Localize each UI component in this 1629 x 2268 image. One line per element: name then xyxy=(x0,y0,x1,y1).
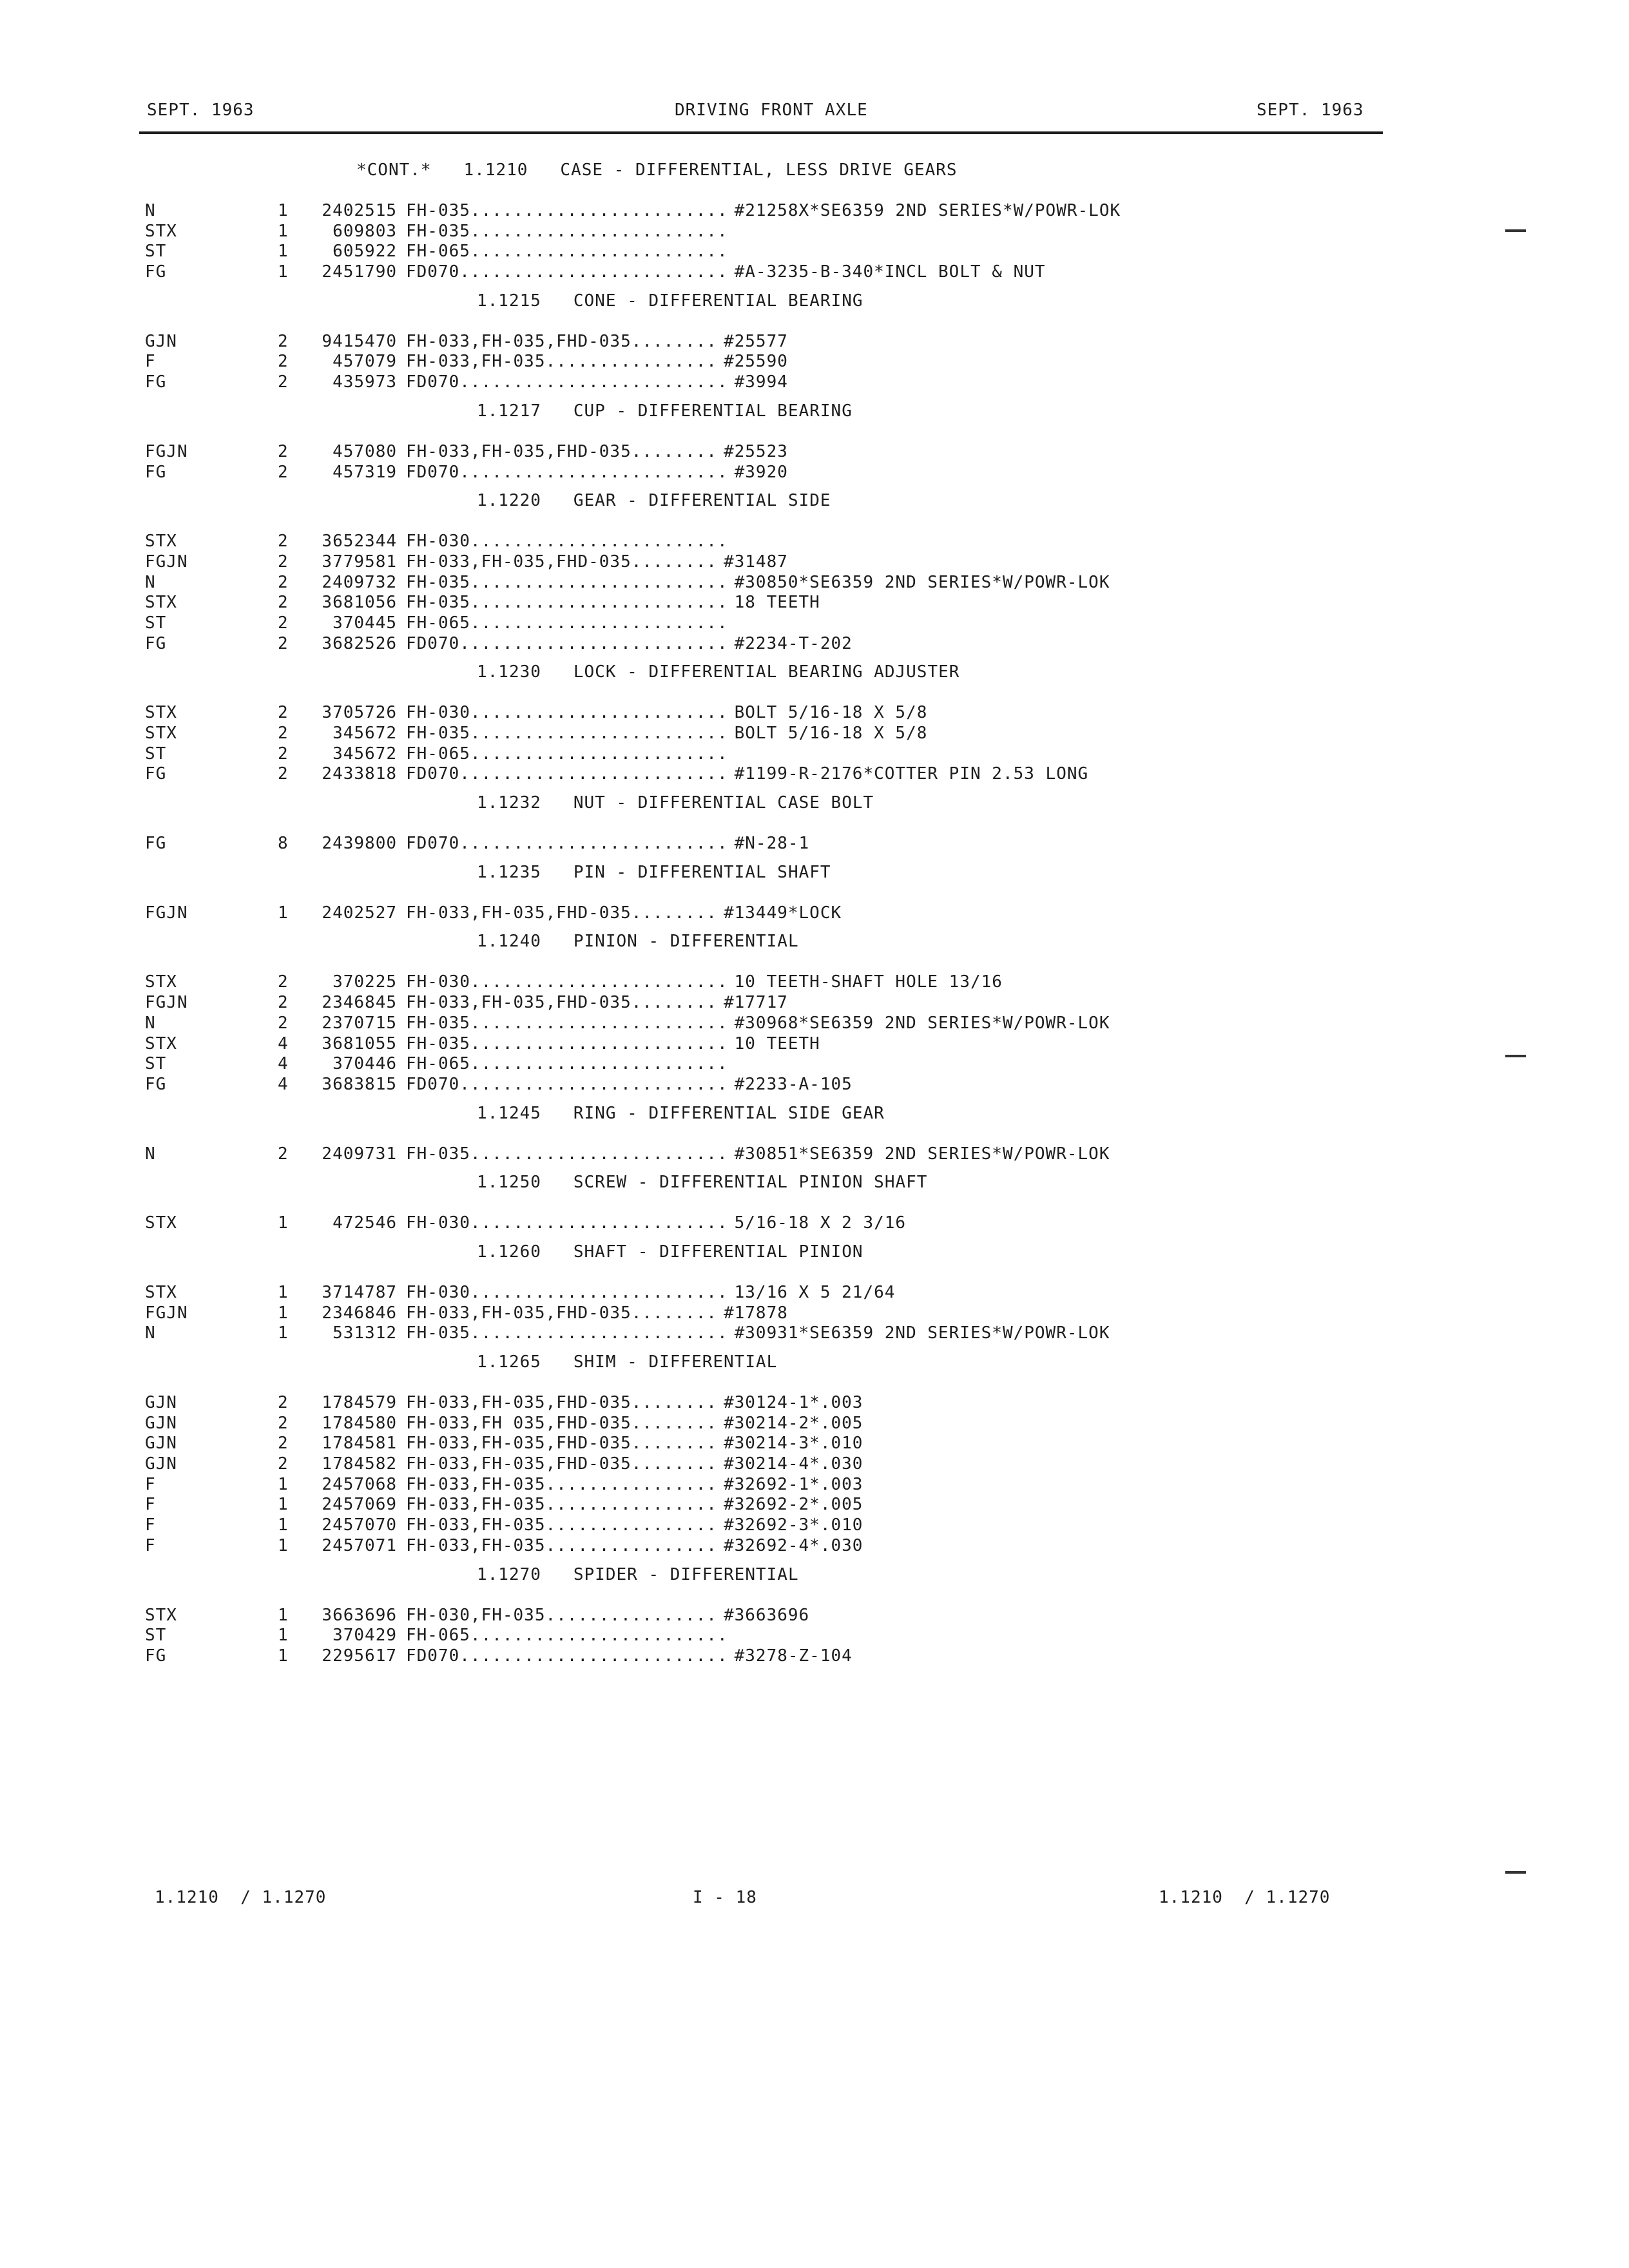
model-code: F xyxy=(145,1535,156,1555)
part-row xyxy=(145,593,1369,613)
model-code: F xyxy=(145,1515,156,1535)
quantity: 2 xyxy=(278,441,289,461)
model-code: STX xyxy=(145,724,177,743)
part-number: 3681056 xyxy=(322,593,397,613)
remarks: #30851*SE6359 2ND SERIES*W/POWR-LOK xyxy=(734,1144,1110,1164)
remarks: #30968*SE6359 2ND SERIES*W/POWR-LOK xyxy=(734,1013,1110,1033)
quantity: 1 xyxy=(278,1303,289,1323)
model-code: ST xyxy=(145,744,167,764)
remarks: 5/16-18 X 2 3/16 xyxy=(734,1213,907,1233)
part-number: 2409731 xyxy=(322,1144,397,1164)
part-row xyxy=(145,903,1369,924)
quantity: 1 xyxy=(278,242,289,262)
part-row xyxy=(145,1014,1369,1034)
remarks: #17878 xyxy=(723,1303,788,1323)
model-code: FG xyxy=(145,462,167,482)
quantity: 2 xyxy=(278,1434,289,1454)
model-code: FGJN xyxy=(145,552,188,572)
part-row xyxy=(145,463,1369,483)
part-number: 1784581 xyxy=(322,1434,397,1454)
model-code: ST xyxy=(145,242,167,262)
part-number: 472546 xyxy=(333,1213,397,1233)
part-row xyxy=(145,993,1369,1014)
model-code: FG xyxy=(145,1074,167,1094)
model-code: FGJN xyxy=(145,1303,188,1323)
remarks: #2233-A-105 xyxy=(734,1074,853,1094)
model-code: ST xyxy=(145,1054,167,1074)
part-number: 3705726 xyxy=(322,703,397,723)
quantity: 1 xyxy=(278,1605,289,1625)
model-code: STX xyxy=(145,1282,177,1302)
quantity: 2 xyxy=(278,462,289,482)
quantity: 2 xyxy=(278,331,289,351)
model-code: FG xyxy=(145,633,167,653)
remarks: 13/16 X 5 21/64 xyxy=(734,1282,896,1302)
model-list: FH-065........................ xyxy=(406,744,728,764)
quantity: 1 xyxy=(278,201,289,220)
part-row xyxy=(145,613,1369,634)
quantity: 2 xyxy=(278,532,289,552)
section-heading: 1.1235 PIN - DIFFERENTIAL SHAFT xyxy=(477,862,831,882)
header-rule xyxy=(139,131,1383,134)
part-row xyxy=(145,1434,1369,1454)
model-code: N xyxy=(145,572,156,592)
part-number: 2433818 xyxy=(322,764,397,784)
part-row xyxy=(145,1075,1369,1095)
section-heading: 1.1215 CONE - DIFFERENTIAL BEARING xyxy=(477,291,863,311)
model-code: FGJN xyxy=(145,993,188,1013)
model-code: FG xyxy=(145,764,167,784)
part-row xyxy=(145,332,1369,352)
model-list: FD070......................... xyxy=(406,633,728,653)
quantity: 2 xyxy=(278,993,289,1013)
part-row xyxy=(145,1646,1369,1667)
model-code: STX xyxy=(145,532,177,552)
part-number: 2295617 xyxy=(322,1646,397,1666)
model-list: FH-033,FH-035,FHD-035........ xyxy=(406,1393,717,1412)
section-heading: 1.1220 GEAR - DIFFERENTIAL SIDE xyxy=(477,491,831,511)
model-code: N xyxy=(145,1323,156,1343)
model-list: FH-035........................ xyxy=(406,724,728,743)
model-list: FH-033,FH-035................ xyxy=(406,1495,717,1515)
model-list: FH-033,FH-035,FHD-035........ xyxy=(406,1434,717,1454)
part-number: 3683815 xyxy=(322,1074,397,1094)
model-code: STX xyxy=(145,1033,177,1053)
part-row xyxy=(145,242,1369,262)
model-list: FH-065........................ xyxy=(406,613,728,633)
part-number: 370446 xyxy=(333,1054,397,1074)
model-list: FH-033,FH-035,FHD-035........ xyxy=(406,331,717,351)
quantity: 2 xyxy=(278,972,289,992)
model-list: FH-033,FH 035,FHD-035........ xyxy=(406,1413,717,1433)
quantity: 1 xyxy=(278,903,289,923)
remarks: #31487 xyxy=(723,552,788,572)
quantity: 2 xyxy=(278,724,289,743)
model-code: GJN xyxy=(145,1393,177,1412)
quantity: 2 xyxy=(278,1013,289,1033)
model-list: FH-065........................ xyxy=(406,242,728,262)
remarks: #25577 xyxy=(723,331,788,351)
model-code: FGJN xyxy=(145,903,188,923)
section-heading: 1.1217 CUP - DIFFERENTIAL BEARING xyxy=(477,401,853,421)
model-code: STX xyxy=(145,593,177,613)
part-number: 2457068 xyxy=(322,1474,397,1494)
remarks: #25523 xyxy=(723,441,788,461)
remarks: #17717 xyxy=(723,993,788,1013)
footer-range-right: 1.1210 / 1.1270 xyxy=(1159,1888,1331,1907)
part-row xyxy=(145,724,1369,744)
part-number: 3779581 xyxy=(322,552,397,572)
model-list: FH-033,FH-035................ xyxy=(406,352,717,372)
part-number: 609803 xyxy=(333,221,397,241)
remarks: 10 TEETH xyxy=(734,1033,820,1053)
part-row xyxy=(145,372,1369,393)
section-heading: 1.1240 PINION - DIFFERENTIAL xyxy=(477,932,799,952)
quantity: 4 xyxy=(278,1074,289,1094)
part-row xyxy=(145,532,1369,552)
remarks: #30214-3*.010 xyxy=(723,1434,863,1454)
part-row xyxy=(145,1303,1369,1324)
model-list: FH-033,FH-035,FHD-035........ xyxy=(406,552,717,572)
model-list: FH-030........................ xyxy=(406,1282,728,1302)
model-list: FH-035........................ xyxy=(406,572,728,592)
model-list: FH-035........................ xyxy=(406,593,728,613)
part-number: 531312 xyxy=(333,1323,397,1343)
part-row xyxy=(145,1536,1369,1557)
model-list: FH-035........................ xyxy=(406,1144,728,1164)
quantity: 1 xyxy=(278,1474,289,1494)
model-list: FD070......................... xyxy=(406,834,728,854)
quantity: 2 xyxy=(278,352,289,372)
quantity: 4 xyxy=(278,1033,289,1053)
model-code: STX xyxy=(145,1605,177,1625)
section-heading: 1.1270 SPIDER - DIFFERENTIAL xyxy=(477,1564,799,1584)
model-list: FD070......................... xyxy=(406,462,728,482)
quantity: 2 xyxy=(278,1393,289,1412)
part-row xyxy=(145,201,1369,222)
model-list: FD070......................... xyxy=(406,1074,728,1094)
part-row xyxy=(145,1393,1369,1414)
remarks: #30850*SE6359 2ND SERIES*W/POWR-LOK xyxy=(734,572,1110,592)
model-list: FH-033,FH-035................ xyxy=(406,1535,717,1555)
part-row xyxy=(145,1515,1369,1536)
remarks: BOLT 5/16-18 X 5/8 xyxy=(734,724,928,743)
margin-mark xyxy=(1505,229,1526,232)
remarks: #30214-4*.030 xyxy=(723,1454,863,1474)
model-list: FH-033,FH-035,FHD-035........ xyxy=(406,993,717,1013)
quantity: 1 xyxy=(278,1213,289,1233)
part-row xyxy=(145,573,1369,593)
part-number: 2439800 xyxy=(322,834,397,854)
remarks: #32692-4*.030 xyxy=(723,1535,863,1555)
part-number: 457319 xyxy=(333,462,397,482)
quantity: 1 xyxy=(278,1646,289,1666)
footer-range-left: 1.1210 / 1.1270 xyxy=(155,1888,327,1907)
section-heading: 1.1232 NUT - DIFFERENTIAL CASE BOLT xyxy=(477,793,874,813)
quantity: 2 xyxy=(278,572,289,592)
quantity: 1 xyxy=(278,1626,289,1646)
remarks: #3920 xyxy=(734,462,788,482)
part-number: 370429 xyxy=(333,1626,397,1646)
part-number: 457079 xyxy=(333,352,397,372)
remarks: #13449*LOCK xyxy=(723,903,842,923)
remarks: #30214-2*.005 xyxy=(723,1413,863,1433)
model-list: FH-033,FH-035................ xyxy=(406,1515,717,1535)
model-list: FH-035........................ xyxy=(406,221,728,241)
model-code: FG xyxy=(145,372,167,392)
quantity: 2 xyxy=(278,593,289,613)
part-row xyxy=(145,703,1369,724)
part-row xyxy=(145,972,1369,993)
part-row xyxy=(145,1034,1369,1055)
quantity: 2 xyxy=(278,1413,289,1433)
model-list: FH-035........................ xyxy=(406,1323,728,1343)
part-row xyxy=(145,262,1369,283)
parts-list xyxy=(145,160,1369,1667)
quantity: 2 xyxy=(278,613,289,633)
part-number: 370445 xyxy=(333,613,397,633)
quantity: 4 xyxy=(278,1054,289,1074)
quantity: 1 xyxy=(278,221,289,241)
model-code: N xyxy=(145,1144,156,1164)
quantity: 2 xyxy=(278,1454,289,1474)
remarks: 18 TEETH xyxy=(734,593,820,613)
part-number: 2402515 xyxy=(322,201,397,220)
model-list: FD070......................... xyxy=(406,262,728,282)
model-list: FH-035........................ xyxy=(406,201,728,220)
model-code: FG xyxy=(145,1646,167,1666)
part-number: 1784580 xyxy=(322,1413,397,1433)
quantity: 8 xyxy=(278,834,289,854)
part-number: 2402527 xyxy=(322,903,397,923)
model-code: ST xyxy=(145,613,167,633)
part-row xyxy=(145,1606,1369,1626)
model-list: FH-035........................ xyxy=(406,1033,728,1053)
quantity: 1 xyxy=(278,1323,289,1343)
part-number: 2457069 xyxy=(322,1495,397,1515)
quantity: 2 xyxy=(278,1144,289,1164)
quantity: 2 xyxy=(278,764,289,784)
model-code: STX xyxy=(145,972,177,992)
remarks: #3994 xyxy=(734,372,788,392)
model-list: FH-030........................ xyxy=(406,1213,728,1233)
part-row xyxy=(145,764,1369,785)
quantity: 2 xyxy=(278,744,289,764)
remarks: #32692-3*.010 xyxy=(723,1515,863,1535)
model-code: GJN xyxy=(145,1454,177,1474)
header-date-left: SEPT. 1963 xyxy=(147,101,255,120)
remarks: BOLT 5/16-18 X 5/8 xyxy=(734,703,928,723)
section-heading: 1.1250 SCREW - DIFFERENTIAL PINION SHAFT xyxy=(477,1173,928,1193)
part-number: 3681055 xyxy=(322,1033,397,1053)
model-code: GJN xyxy=(145,1413,177,1433)
model-code: STX xyxy=(145,703,177,723)
remarks: #N-28-1 xyxy=(734,834,810,854)
remarks: #1199-R-2176*COTTER PIN 2.53 LONG xyxy=(734,764,1089,784)
model-code: F xyxy=(145,1474,156,1494)
part-row xyxy=(145,1213,1369,1234)
model-list: FD070......................... xyxy=(406,372,728,392)
part-row xyxy=(145,222,1369,242)
part-number: 345672 xyxy=(333,744,397,764)
model-code: GJN xyxy=(145,331,177,351)
remarks: #2234-T-202 xyxy=(734,633,853,653)
part-number: 2451790 xyxy=(322,262,397,282)
model-list: FH-030........................ xyxy=(406,972,728,992)
remarks: #30931*SE6359 2ND SERIES*W/POWR-LOK xyxy=(734,1323,1110,1343)
part-number: 2457071 xyxy=(322,1535,397,1555)
part-number: 1784579 xyxy=(322,1393,397,1412)
quantity: 1 xyxy=(278,1495,289,1515)
model-list: FH-035........................ xyxy=(406,1013,728,1033)
quantity: 2 xyxy=(278,703,289,723)
model-list: FD070......................... xyxy=(406,764,728,784)
part-row xyxy=(145,1626,1369,1646)
quantity: 1 xyxy=(278,262,289,282)
remarks: #25590 xyxy=(723,352,788,372)
part-number: 2457070 xyxy=(322,1515,397,1535)
part-number: 605922 xyxy=(333,242,397,262)
part-number: 370225 xyxy=(333,972,397,992)
part-number: 2409732 xyxy=(322,572,397,592)
model-list: FH-033,FH-035,FHD-035........ xyxy=(406,903,717,923)
margin-mark xyxy=(1505,1871,1526,1874)
part-row xyxy=(145,1283,1369,1303)
part-row xyxy=(145,1144,1369,1165)
part-number: 2346846 xyxy=(322,1303,397,1323)
model-list: FD070......................... xyxy=(406,1646,728,1666)
margin-mark xyxy=(1505,1055,1526,1057)
part-number: 3663696 xyxy=(322,1605,397,1625)
model-list: FH-033,FH-035,FHD-035........ xyxy=(406,1303,717,1323)
quantity: 2 xyxy=(278,552,289,572)
model-code: N xyxy=(145,1013,156,1033)
part-number: 435973 xyxy=(333,372,397,392)
model-list: FH-033,FH-035,FHD-035........ xyxy=(406,1454,717,1474)
remarks: #32692-1*.003 xyxy=(723,1474,863,1494)
part-number: 3714787 xyxy=(322,1282,397,1302)
model-code: FG xyxy=(145,262,167,282)
model-list: FH-065........................ xyxy=(406,1054,728,1074)
model-code: FG xyxy=(145,834,167,854)
part-row xyxy=(145,834,1369,854)
section-heading: 1.1265 SHIM - DIFFERENTIAL xyxy=(477,1352,778,1372)
part-row xyxy=(145,1454,1369,1475)
model-code: F xyxy=(145,352,156,372)
model-code: STX xyxy=(145,1213,177,1233)
part-number: 345672 xyxy=(333,724,397,743)
quantity: 1 xyxy=(278,1535,289,1555)
part-row xyxy=(145,1054,1369,1075)
section-heading: 1.1260 SHAFT - DIFFERENTIAL PINION xyxy=(477,1242,863,1262)
header-date-right: SEPT. 1963 xyxy=(1257,101,1364,120)
remarks: #21258X*SE6359 2ND SERIES*W/POWR-LOK xyxy=(734,201,1121,220)
model-code: ST xyxy=(145,1626,167,1646)
model-list: FH-030........................ xyxy=(406,703,728,723)
part-number: 457080 xyxy=(333,441,397,461)
model-code: N xyxy=(145,201,156,220)
part-row xyxy=(145,352,1369,372)
model-list: FH-030........................ xyxy=(406,532,728,552)
part-number: 9415470 xyxy=(322,331,397,351)
part-number: 3682526 xyxy=(322,633,397,653)
remarks: 10 TEETH-SHAFT HOLE 13/16 xyxy=(734,972,1003,992)
part-number: 1784582 xyxy=(322,1454,397,1474)
part-row xyxy=(145,552,1369,573)
part-row xyxy=(145,634,1369,655)
page-number: I - 18 xyxy=(693,1888,757,1907)
remarks: #3663696 xyxy=(723,1605,810,1625)
page-title: DRIVING FRONT AXLE xyxy=(675,101,868,120)
remarks: #32692-2*.005 xyxy=(723,1495,863,1515)
part-number: 2346845 xyxy=(322,993,397,1013)
model-code: F xyxy=(145,1495,156,1515)
part-row xyxy=(145,1414,1369,1434)
model-list: FH-065........................ xyxy=(406,1626,728,1646)
part-row xyxy=(145,442,1369,463)
part-number: 2370715 xyxy=(322,1013,397,1033)
section-heading: 1.1245 RING - DIFFERENTIAL SIDE GEAR xyxy=(477,1103,885,1123)
remarks: #3278-Z-104 xyxy=(734,1646,853,1666)
part-row xyxy=(145,1495,1369,1515)
quantity: 2 xyxy=(278,633,289,653)
model-code: FGJN xyxy=(145,441,188,461)
model-list: FH-030,FH-035................ xyxy=(406,1605,717,1625)
quantity: 1 xyxy=(278,1515,289,1535)
remarks: #A-3235-B-340*INCL BOLT & NUT xyxy=(734,262,1046,282)
section-heading: 1.1230 LOCK - DIFFERENTIAL BEARING ADJUSTER xyxy=(477,662,960,682)
quantity: 2 xyxy=(278,372,289,392)
model-list: FH-033,FH-035................ xyxy=(406,1474,717,1494)
part-number: 3652344 xyxy=(322,532,397,552)
model-code: STX xyxy=(145,221,177,241)
remarks: #30124-1*.003 xyxy=(723,1393,863,1412)
part-row xyxy=(145,1323,1369,1344)
part-row xyxy=(145,744,1369,765)
model-code: GJN xyxy=(145,1434,177,1454)
model-list: FH-033,FH-035,FHD-035........ xyxy=(406,441,717,461)
section-heading: *CONT.* 1.1210 CASE - DIFFERENTIAL, LESS DRIVE GEARS xyxy=(356,160,958,180)
quantity: 1 xyxy=(278,1282,289,1302)
part-row xyxy=(145,1475,1369,1495)
